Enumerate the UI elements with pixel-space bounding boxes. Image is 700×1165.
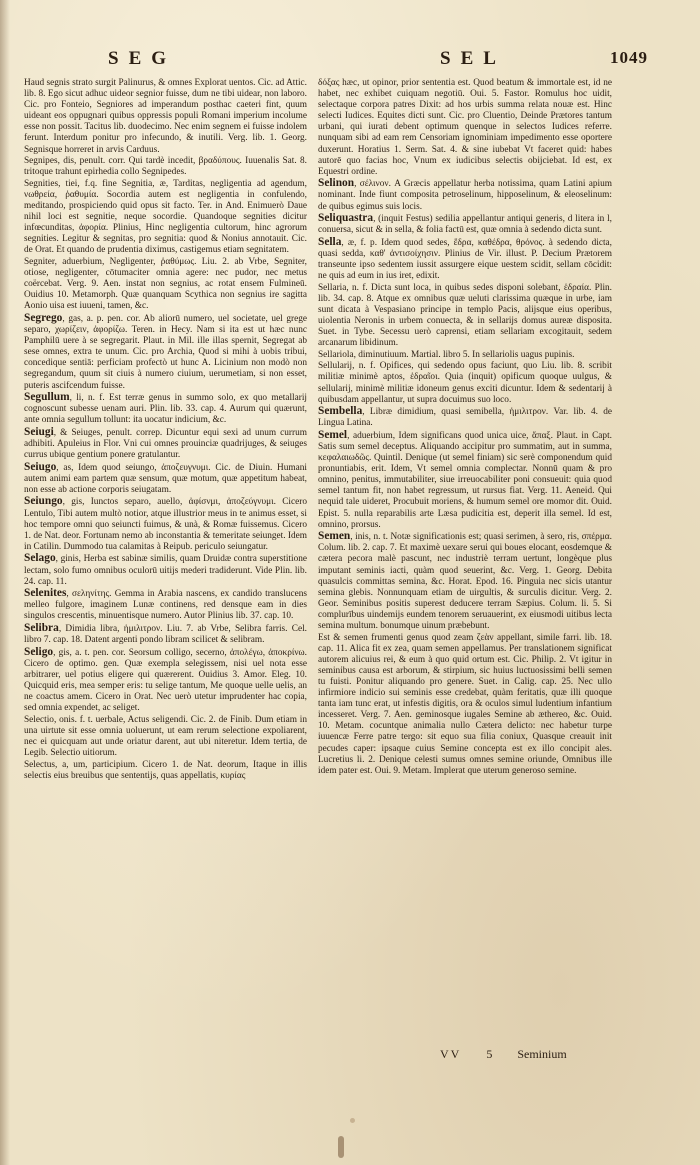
- dictionary-entry: [24, 313, 307, 392]
- entry-text: , li, n. f. Est terræ genus in summo solo, ex quo metallarij cognoscunt subesse uenam auri. Plin. lib. 33. cap. 4. Aurum qui quærunt, ante omnia segullum tollunt: ita uocatur indicium, &c.: [24, 393, 307, 426]
- dictionary-entry: [24, 588, 307, 622]
- entry-text: Sellaria, n. f. Dicta sunt loca, in quibus sedes disponi solebant, ἑδραία. Plin. lib. 34. cap. 8. Atque ex omnibus quæ ueluti clarissima quæque in urbe, iam sunt dicata à Vespasiano principe in templo Pacis, alijsque eius operibus, uiolentia Neronis in urbem conuecta, & in sellarijs domus aureæ disposita. Suet. in Tybe. Secessu uerò caprensi, etiam sellariam excogitauit, sedem arcanarum libidinum.: [318, 282, 612, 349]
- entry-text: , æ, f. p. Idem quod sedes, ἕδρα, καθέδρα, θρόνος. à sedendo dicta, quasi sedda, καθ' ἀντισοίχησιν. Plinius de Vir. illust. P. Decium Prætorem transeunte ipso sedentem iussit assurgere eique uestem scidit, sellam cōcidit: ne quis ad eum in ius iret, edixit.: [318, 237, 612, 282]
- dictionary-entry: [318, 213, 612, 236]
- entry-text: , Dimidia libra, ἡμιλιτρον. Liu. 7. ab Vrbe, Selibra farris. Cel. libro 7. cap. 18. Datent argenti pondo libram scilicet & selibram.: [24, 624, 307, 646]
- dictionary-entry: [24, 760, 307, 782]
- entry-text: Segnipes, dis, penult. corr. Qui tardè incedit, βραδύπους. Iuuenalis Sat. 8. tritoque trahunt epirhedia collo Segnipedes.: [24, 156, 307, 178]
- entry-text: Segniter, aduerbium, Negligenter, ῥαθύμως. Liu. 2. ab Vrbe, Segniter, otiose, negligenter, cōtumaciter omnia agere: nec pudor, nec metus coërcebat. Verg. 9. Aen. instat non segnius, ac rotat ensem Fulmineū. Ouidius 10. Metamorph. Quæ quanquam Scythica non segnius ire sagitta Aonio uisa est iuueni, tamen, &c.: [24, 257, 307, 312]
- dictionary-entry: [318, 350, 612, 361]
- entry-text: , & Seiuges, penult. correp. Dicuntur equi sexi ad unum currum adhibiti. Apuleius in Flor. Vni cui omnes prouinciæ quadrijuges, & seiuges currus ubique gentium ponere gratulantur.: [24, 427, 307, 461]
- dictionary-entry: [24, 496, 307, 552]
- page-number: 1049: [610, 48, 648, 67]
- entry-text: , gis, a. t. pen. cor. Seorsum colligo, secerno, ἀπολέγω, ἀποκρίνω. Cicero de optimo. gen. Quæ exempla selegissem, nisi uel nota esse arbitrarer, uel potius eligere qui quærerent. Ouidius 3. Amor. Eleg. 10. Quicquid eris, mea semper eris: tu selige tantum, Me quoque uelle uelis, an ne coactus amem. Cicero in Orat. Nec uerò utetur imprudenter hac copia, sed omnia expendet, ac seliget.: [24, 647, 307, 714]
- entry-headword: Sella: [318, 235, 342, 248]
- page-footer: [440, 1047, 567, 1062]
- entry-text: , inis, n. t. Notæ significationis est; quasi serimen, à sero, ris, σπέρμα. Colum. lib. 2. cap. 7. Et maximè uexare serui qui boues elocant, eosdemque & cætera pecora malè pascunt, nec industriè terram uertunt, longèque plus imputant seminis iacti, quàm quod seuerint, &c. Verg. 1. Georg. Debita quasulcis committas semina, &c. Horat. Epod. 16. Pinguia nec sicis utantur semina glebis. Nonnunquam etiam de uirgultis, & surculis dicitur. Verg. 2. Geor. Seminibus positis superest deducere terram Sæpius. Colum. li. 5. Si complurībus uindemijs eundem tenorem seruauerint, ex eiusmodi uitibus lecta semina multum. bonumque uinum præbebunt.: [318, 532, 612, 631]
- dictionary-entry: [318, 430, 612, 531]
- entry-text: , aduerbium, Idem significans quod unica uice, ἅπαξ. Plaut. in Capt. Satis sum semel deceptus. Aliquando accipitur pro summatim, aut in summa, κεφαλαιωδῶς. Quintil. Denique (ut semel finiam) sic serè componendum quid pronuntiabis, erit. Idem, Vt semel omnia complectar. Nonnū quam & pro omnino, penitus, immutabiliter, siue irreuocabiliter poni consueuit: quia quod semel tantum fit, non habet regressum, ut rursus fiat. Verg. 11. Aeneid. Qui nequid tale uideret, Procubuit moriens, & humum semel ore momor dit. Ouid. Epist. 5. nulla reparabilis arte Læsa pudicitia est, deperit illa semel. Id est, omnino, prorsus.: [318, 430, 612, 530]
- entry-text: , ginis, Herba est sabinæ similis, quam Druidæ contra superstitione lectam, solo fumo omnibus oculorū uitijs mederi tradiderunt. Vide Plin. lib. 24. cap. 11.: [24, 554, 307, 587]
- entry-text: Selectus, a, um, participium. Cicero 1. de Nat. deorum, Itaque in illis selectis eius breuibus que sententijs, quas appellatis, κυρίας: [24, 759, 307, 781]
- binding-mark: [338, 1136, 344, 1158]
- dictionary-entry: [24, 462, 307, 496]
- entry-headword: Seliquastra: [318, 212, 374, 225]
- dictionary-entry: [24, 78, 307, 156]
- dictionary-entry: [318, 633, 612, 777]
- ink-spot: [350, 1118, 355, 1123]
- page-edge-shadow: [0, 0, 10, 1165]
- entry-headword: Selago: [24, 552, 56, 565]
- entry-headword: Seligo: [24, 645, 54, 658]
- entry-text: Sellariola, diminutiuum. Martial. libro 5. In sellariolis uagus pupinis.: [318, 349, 575, 360]
- entry-text: , (inquit Festus) sedilia appellantur antiqui generis, d litera in l, conuersa, sicut & in sella, & folia factū est, quæ omnia à sedendo dicta sunt.: [318, 214, 612, 236]
- dictionary-entry: [24, 715, 307, 759]
- entry-headword: Segullum: [24, 391, 70, 404]
- entry-headword: Sembella: [318, 405, 363, 418]
- running-head-right: SEL: [440, 48, 506, 69]
- dictionary-entry: [318, 406, 612, 429]
- entry-headword: Selibra: [24, 622, 59, 634]
- entry-headword: Segrego: [24, 311, 63, 324]
- signature-mark: VV: [440, 1047, 462, 1061]
- entry-text: Haud segnis strato surgit Palinurus, & omnes Explorat uentos. Cic. ad Attic. lib. 8. Ego sicut adhuc uideor segnior fuisse, dum ne tibi uidear, non laboro. Cic. pro Fonteio, Segniores ad imperandum posthac caeteri fint, quum uideant eos oppugnari quibus oppressis populi Romani imperium incolume esse non possit. Tacitus lib. duodecimo. Nec enim segnem ei fuisse indolem ferunt. Interdum ponitur pro infecundo, & inutili. Verg. lib. 1. Georg. Segnisque horreret in arvis Carduus.: [24, 78, 307, 155]
- dictionary-entry: [24, 647, 307, 715]
- catchword: Seminium: [517, 1047, 567, 1061]
- entry-text: δόξας hæc, ut opinor, prior sententia est. Quod beatum & immortale est, id ne habet, nec exhibet cuiquam negotiū. Oui. 5. Fastor. Romulus hoc uidit, selectaque corpora patres Dixit: ad hos urbis summa relata nouæ est. Hinc selecti Iudices. Equites dicti sunt. Cic. pro Cluentio, Deinde Prætores tantum urbani, qui iurati debent optimum quenque in selectos Iudices referre. nunquam sibi ad eam rem Censoriam ignominiam impedimento esse oportere duxerunt. Horatius 1. Serm. Sat. 4. & sine iubebat Vt faceret quid: habes autorē quo facias hoc, Vnum ex iudicibus selectis obijciebat. Id est, ex Equestri ordine.: [318, 78, 612, 177]
- dictionary-entry: [318, 531, 612, 632]
- dictionary-entry: [24, 156, 307, 178]
- dictionary-entry: [24, 392, 307, 426]
- entry-headword: Selinon: [318, 177, 355, 190]
- entry-headword: Semel: [318, 428, 348, 441]
- entry-text: , Libræ dimidium, quasi semibella, ἡμιλιτρον. Var. lib. 4. de Lingua Latina.: [318, 407, 612, 429]
- entry-text: Segnities, tiei, f.q. fine Segnitia, æ, Tarditas, negligentia ad agendum, νωθρεία, ῥαθυμία. Socordia autem est negligentia in confulendo, meditando, prospiciendo quid opus sit facto. Ter. in And. Enimuerò Daue nihil loci est segnitie, neque socordie. Quandoque segnities dicitur infœcunditas, ἀφορία. Plinius, Hinc negligentia cultorum, hinc agrorum segnities. Legitur & segnitas, pro segnitia: quod & Nonius annotauit. Cic. de Orat. Et quando de prudentia diximus, castigemus etiam segnitatem.: [24, 178, 307, 256]
- signature-number: 5: [486, 1047, 493, 1061]
- entry-headword: Selenites: [24, 587, 67, 600]
- entry-text: Selectio, onis. f. t. uerbale, Actus seligendi. Cic. 2. de Finib. Dum etiam in una uirtute sit esse omnia uoluerunt, ut eam rerum selectione expoliarent, nec ei quicquam aut unde oriatur darent, aut ubi niteretur. Idem tertia, de Legib. Selectio uitiorum.: [24, 714, 307, 759]
- dictionary-entry: [24, 623, 307, 646]
- left-column: [24, 78, 307, 782]
- entry-text: , σέλινον. A Græcis appellatur herba notissima, quam Latini apium nominant. Inde fiunt composita petroselinum, hipposelinum, & eleoselinum: de quibus egimus suis locis.: [318, 179, 612, 212]
- entry-text: , gas, a. p. pen. cor. Ab aliorū numero, uel societate, uel grege separo, χωρίζειν, ἀφορίζω. Teren. in Hecy. Nam si ita est ut hæc nunc Pamphilū uere à se segregarit. Plaut. in Mil. ille illas spernit, Segregat ab sese omnes, extra te unum. Cic. pro Archia, Quod si mihi à uobis tribui, concedique sentiā: perficiam profectò ut hunc A. Licinium non modò non segregandum, quum sit ciuis à numero ciuium, uerumetiam, si non esset, puteris ascifcendum fuisse.: [24, 313, 307, 391]
- entry-headword: Seiugo: [24, 460, 57, 473]
- entry-text: Sellularij, n. f. Opifices, qui sedendo opus faciunt, quo Liu. lib. 8. scribit militiæ minimè aptos, ἑδραῖοι. Quia (inquit) opificum quoque uulgus, & sellularij, minimè militiæ idoneum genus exciti dicuntur. Idem & sedentarij à quibusdam appellantur, ut supra docuimus suo loco.: [318, 361, 612, 405]
- dictionary-entry: [24, 257, 307, 312]
- dictionary-entry: [318, 78, 612, 178]
- dictionary-entry: [24, 427, 307, 461]
- entry-text: , σεληνίτης. Gemma in Arabia nascens, ex candido translucens melleo fulgore, imaginem Lunæ continens, red densque eam in dies singulos crescentis, minuentisque numero. Autor Plinius lib. 37. cap. 10.: [24, 589, 307, 622]
- entry-text: , as, Idem quod seiungo, ἀποζευγνυμι. Cic. de Diuin. Humani autem animi eam partem quæ sensum, quæ motum, quæ appetitum habeat, non esse ab actione corporis seiugatam.: [24, 462, 307, 495]
- entry-text: , gis, Iunctos separo, auello, ἀφίσνμι, ἀποζεύγνυμι. Cicero Lentulo, Tibi autem multò notior, atque illustrior meus in te animus esset, si hoc tempore omni quo seiuncti fuimus, & unà, & Romæ fuissemus. Cicero 1. de Nat. deor. Fortunam nemo ab inconstantia & temeritate seiunget. Idem in Catilin. Dummodo tua calamitas à Reipub. periculo seiungatur.: [24, 497, 307, 552]
- dictionary-entry: [318, 237, 612, 282]
- entry-headword: Seiugi: [24, 425, 54, 438]
- dictionary-entry: [24, 553, 307, 587]
- entry-text: Est & semen frumenti genus quod zeam ζεὰν appellant, simile farri. lib. 18. cap. 11. Alica fit ex zea, quam semen appellamus. Per translationem significat autorem alicuius rei, & eum à quo quid ortum est. Cic. Philip. 2. Vt igitur in seminibus causa est arborum, & stirpium, sic huius luctuosissimi belli semen tu fuisti. Ponitur aliquando pro genere. Suet. in Calig. cap. 25. Nec ullo infirmiore indicio sui seminis esse credebat, quàm feritatis, quæ illi quoque tanta iam tunc erat, ut infestis digitis, ora & oculos simul ludentium infantium incesseret. Verg. 7. Aen. geminosque iugales Semine ab æthereo, &c. Ouid. 10. Metam. cocuntque animalia nullo Cætera delicto: nec habetur turpe iuuencæ Ferre patre tergo: sit equo sua filia coniux, Quasque creauit init pecudes caper: ipsaque cuius Semine concepta est ex illo concipit ales. Lucretius li. 2. Denique celesti sumus omnes semine oriunde, Omnibus ille idem pater est. Oui. 9. Metam. Implerat que uterum generoso semine.: [318, 632, 612, 776]
- dictionary-entry: [318, 178, 612, 212]
- dictionary-entry: [318, 361, 612, 405]
- entry-headword: Semen: [318, 530, 351, 543]
- dictionary-entry: [318, 283, 612, 350]
- entry-headword: Seiungo: [24, 495, 63, 508]
- right-column: [318, 78, 612, 777]
- dictionary-entry: [24, 179, 307, 257]
- running-head-left: SEG: [108, 48, 177, 69]
